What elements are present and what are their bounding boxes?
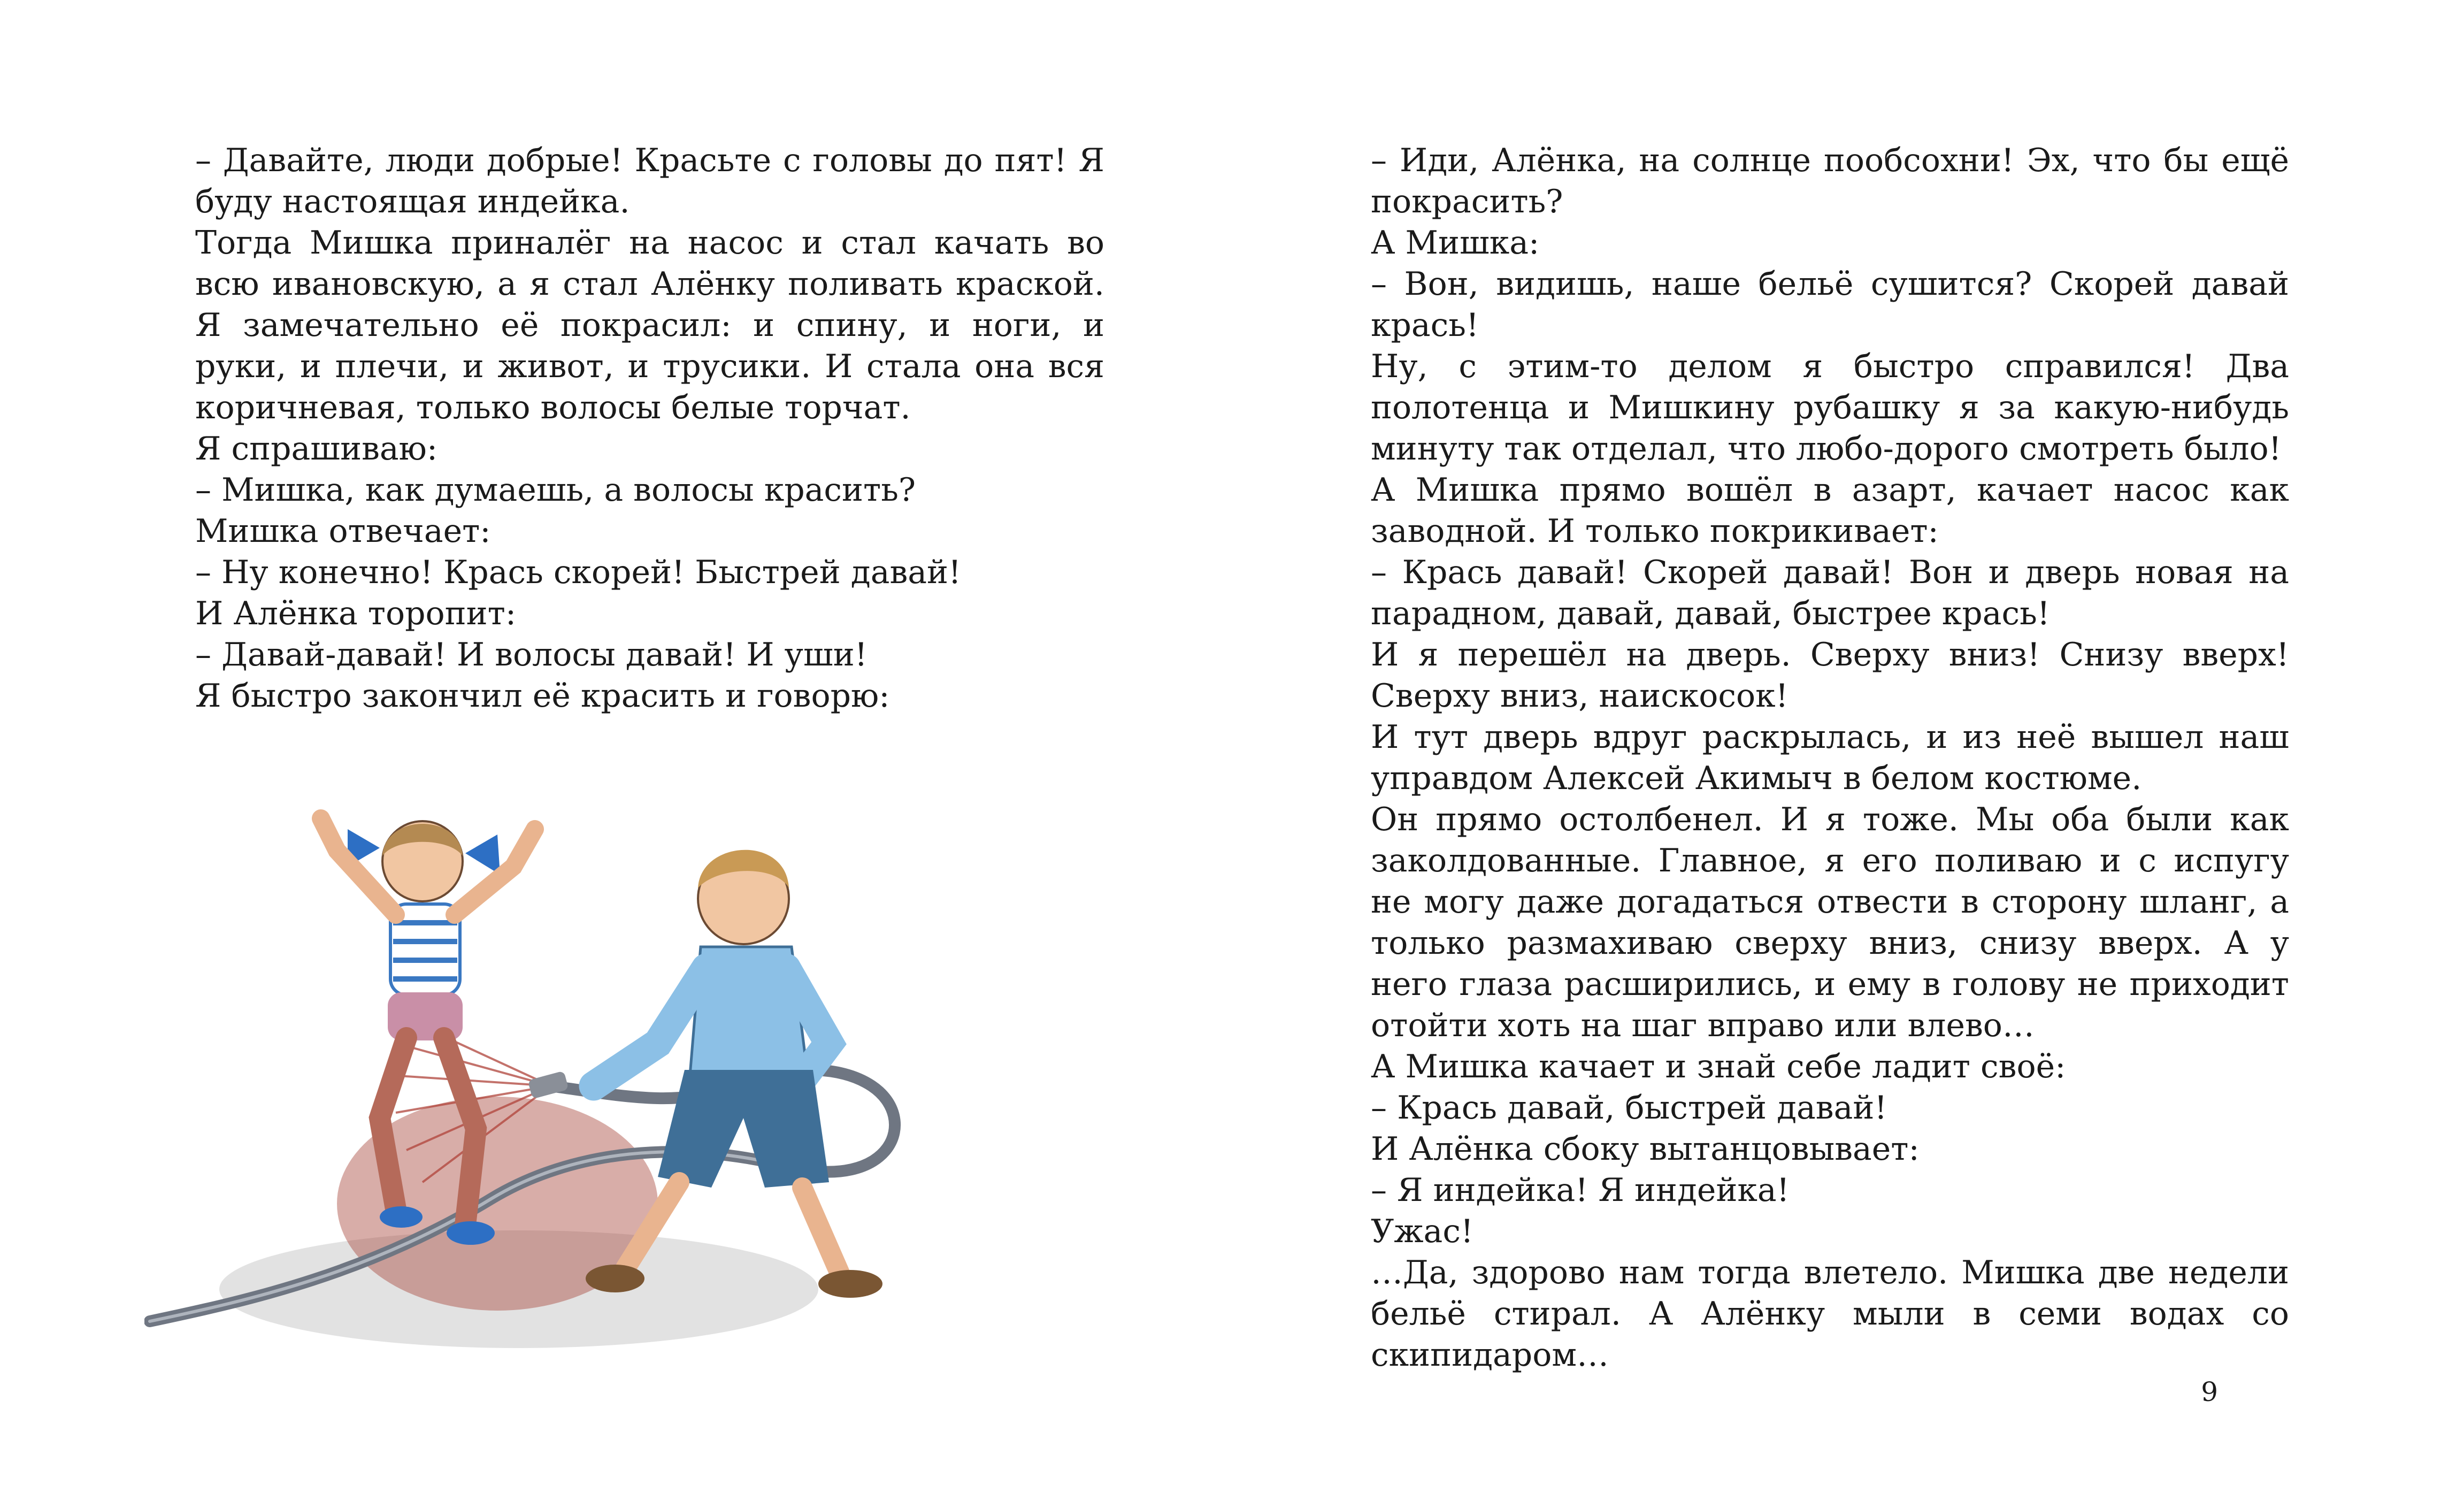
paragraph: Я спрашиваю: [195, 430, 438, 468]
paragraph: И тут дверь вдруг раскрылась, и из неё вышел наш управдом Алексей Акимыч в белом костюме. [1371, 718, 2289, 797]
left-page-text [195, 140, 1104, 717]
paragraph: А Мишка качает и знай себе ладит своё: [1371, 1048, 2066, 1085]
girl-shoe-right [447, 1221, 495, 1245]
boy-shoe-right [818, 1270, 882, 1298]
right-page-text [1371, 140, 2289, 1376]
paragraph: А Мишка: [1371, 224, 1540, 262]
paragraph: …Да, здорово нам тогда влетело. Мишка две недели бельё стирал. А Алёнку мыли в семи водах со скипидаром… [1371, 1254, 2289, 1374]
paragraph: И Алёнка торопит: [195, 595, 517, 632]
paragraph: И я перешёл на дверь. Сверху вниз! Снизу вверх! Сверху вниз, наискосок! [1371, 636, 2289, 715]
paragraph: – Я индейка! Я индейка! [1371, 1172, 1790, 1209]
paragraph: – Ну конечно! Крась скорей! Быстрей давай! [195, 554, 962, 591]
paragraph: – Крась давай, быстрей давай! [1371, 1089, 1887, 1127]
boy-leg-right [802, 1188, 840, 1273]
boy-painting-girl-with-hose-illustration [144, 744, 1107, 1359]
paragraph: А Мишка прямо вошёл в азарт, качает насос как заводной. И только покрикивает: [1371, 471, 2289, 550]
paragraph: Ну, с этим-то делом я быстро справился! Два полотенца и Мишкину рубашку я за какую-нибудь минуту так отделал, что любо-дорого смотреть было! [1371, 348, 2289, 468]
paragraph: – Вон, видишь, наше бельё сушится? Скорей давай крась! [1371, 265, 2289, 344]
paragraph: Он прямо остолбенел. И я тоже. Мы оба были как заколдованные. Главное, я его поливаю и с испугу не могу даже догадаться отвести в сторону шланг, а только размахиваю сверху вниз, снизу вверх. А у него глаза расширились, и ему в голову не приходит отойти хоть на шаг вправо или влево… [1371, 801, 2289, 1044]
paragraph: – Давай-давай! И волосы давай! И уши! [195, 636, 868, 673]
page-number: 9 [2201, 1376, 2218, 1407]
paragraph: Мишка отвечает: [195, 512, 491, 550]
paragraph: – Давайте, люди добрые! Красьте с головы до пят! Я буду настоящая индейка. [195, 142, 1104, 220]
nozzle [528, 1071, 569, 1099]
paragraph: И Алёнка сбоку вытанцовывает: [1371, 1130, 1920, 1168]
paragraph: Я быстро закончил её красить и говорю: [195, 677, 890, 715]
paragraph: – Крась давай! Скорей давай! Вон и дверь новая на парадном, давай, давай, быстрее крась! [1371, 554, 2289, 632]
paragraph: Тогда Мишка приналёг на насос и стал качать во всю ивановскую, а я стал Алёнку поливать краской. Я замечательно её покрасил: и спину, и ноги, и руки, и плечи, и живот, и трусики. И стала она вся коричневая, только волосы белые торчат. [195, 224, 1104, 426]
paragraph: Ужас! [1371, 1213, 1474, 1250]
girl-shoe-left [380, 1206, 423, 1228]
right-page [1232, 0, 2464, 1485]
paragraph: – Мишка, как думаешь, а волосы красить? [195, 471, 916, 509]
paragraph: – Иди, Алёнка, на солнце пообсохни! Эх, что бы ещё покрасить? [1371, 142, 2289, 220]
boy-arm-left [594, 968, 706, 1086]
boy-shoe-left [586, 1265, 644, 1292]
girl-bow-right [465, 835, 500, 875]
boy-shorts [658, 1070, 829, 1188]
